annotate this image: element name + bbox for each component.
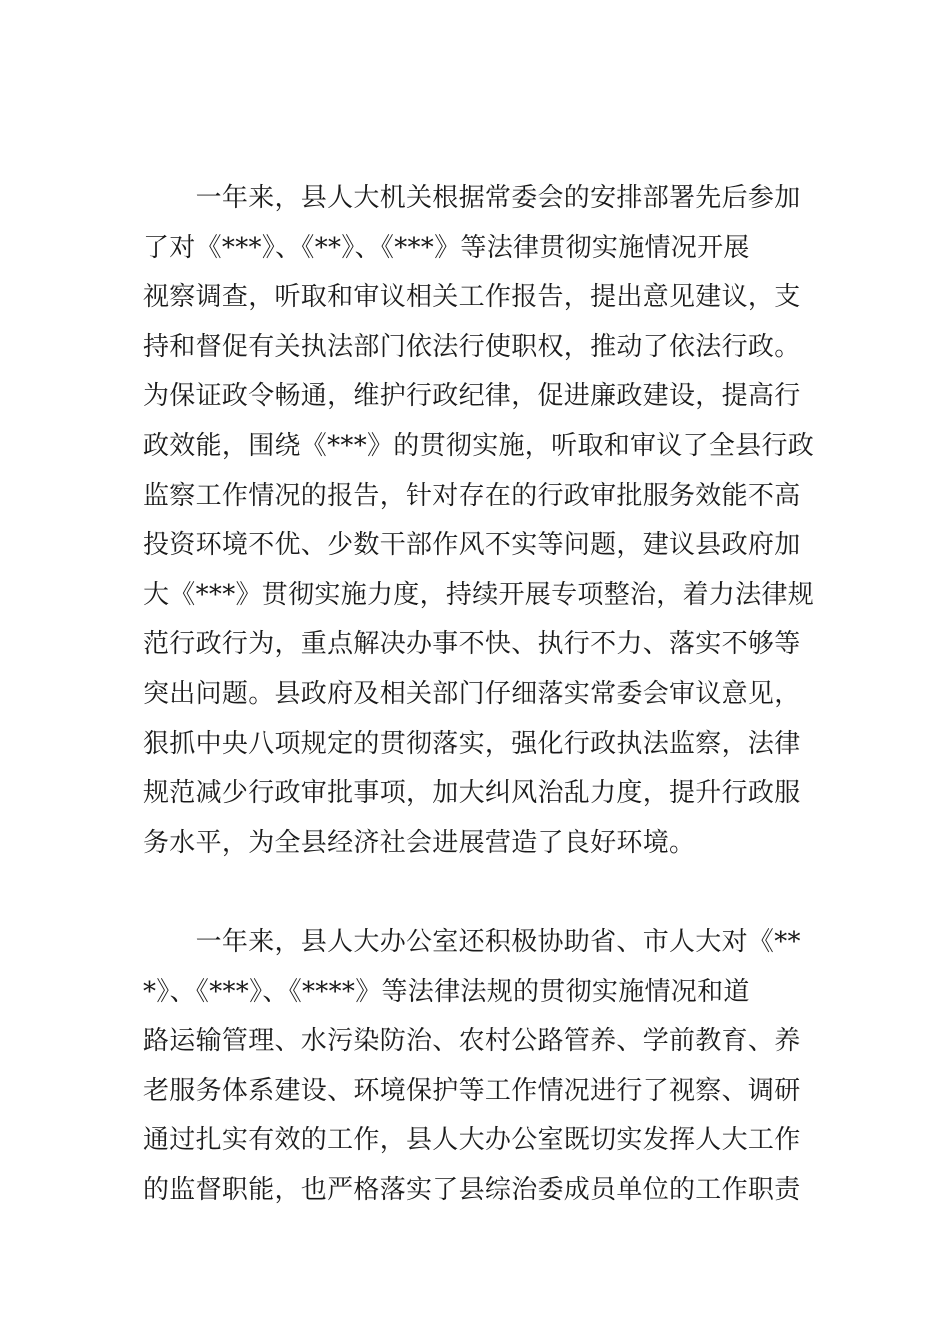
paragraph-line: 大《***》贯彻实施力度，持续开展专项整治，着力法律规 [143,579,815,610]
paragraph-line: 政效能，围绕《***》的贯彻实施，听取和审议了全县行政 [143,430,815,461]
paragraph-line: 突出问题。县政府及相关部门仔细落实常委会审议意见， [143,678,801,709]
paragraph-line: 持和督促有关执法部门依法行使职权，推动了依法行政。 [143,331,801,362]
paragraph-line: 通过扎实有效的工作，县人大办公室既切实发挥人大工作 [143,1125,801,1156]
paragraph-2 [143,922,823,1220]
paragraph-1 [143,178,823,872]
paragraph-line: 了对《***》、《**》、《***》等法律贯彻实施情况开展 [143,232,750,263]
paragraph-line: 一年来，县人大机关根据常委会的安排部署先后参加 [143,183,801,213]
paragraph-line: 路运输管理、水污染防治、农村公路管养、学前教育、养 [143,1026,801,1057]
paragraph-line: 的监督职能，也严格落实了县综治委成员单位的工作职责 [143,1174,801,1205]
paragraph-line: 监察工作情况的报告，针对存在的行政审批服务效能不高 [143,480,801,511]
paragraph-line: 务水平，为全县经济社会进展营造了良好环境。 [143,827,696,858]
paragraph-line: 投资环境不优、少数干部作风不实等问题，建议县政府加 [143,530,801,561]
paragraph-line: 范行政行为，重点解决办事不快、执行不力、落实不够等 [143,629,801,660]
paragraph-line: 一年来，县人大办公室还积极协助省、市人大对《** [143,927,801,957]
paragraph-line: 老服务体系建设、环境保护等工作情况进行了视察、调研 [143,1075,801,1106]
paragraph-line: 为保证政令畅通，维护行政纪律，促进廉政建设，提高行 [143,381,801,412]
paragraph-line: *》、《***》、《****》等法律法规的贯彻实施情况和道 [143,976,750,1007]
paragraph-line: 规范减少行政审批事项，加大纠风治乱力度，提升行政服 [143,778,801,809]
paragraph-line: 视察调查，听取和审议相关工作报告，提出意见建议，支 [143,282,801,313]
paragraph-line: 狠抓中央八项规定的贯彻落实，强化行政执法监察，法律 [143,728,801,759]
